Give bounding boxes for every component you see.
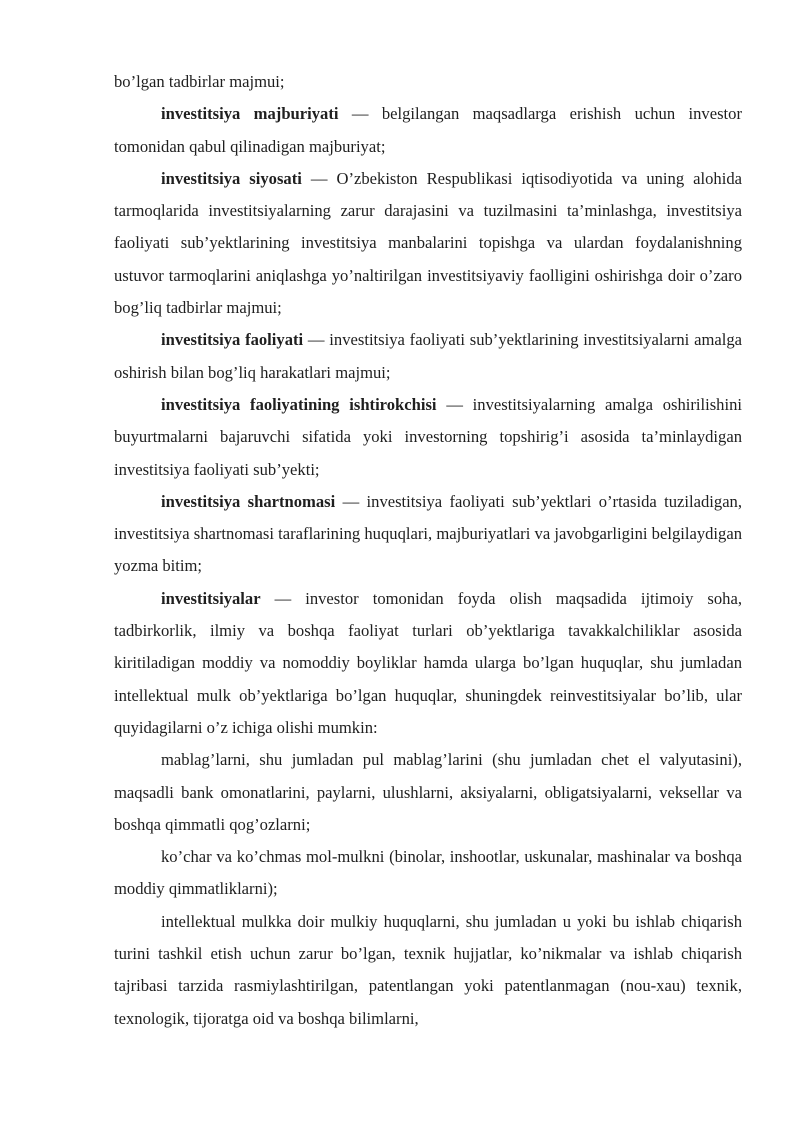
- list-item-mol-mulk: [114, 841, 742, 906]
- definition-investitsiya-siyosati: [114, 163, 742, 324]
- definition-investitsiya-faoliyati: [114, 324, 742, 389]
- definition-term: investitsiya shartnomasi: [161, 491, 336, 511]
- definition-text: — investitsiyalarning amalga oshirilishini buyurtmalarni bajaruvchi sifatida yoki investorning topshirig’i asosida ta’minlaydigan investitsiya faoliyati sub’yekti;: [114, 394, 742, 479]
- definition-investitsiyalar: [114, 583, 742, 744]
- definition-term: investitsiyalar: [161, 588, 261, 608]
- definition-investitsiya-majburiyati: [114, 98, 742, 163]
- document-page: [114, 66, 742, 1035]
- paragraph-text: intellektual mulkka doir mulkiy huquqlarni, shu jumladan u yoki bu ishlab chiqarish turini tashkil etish uchun zarur bo’lgan, texnik hujjatlar, ko’nikmalar va ishlab chiqarish tajribasi tarzida rasmiylashtirilgan, patentlangan yoki patentlanmagan (nou-xau) texnik, texnologik, tijoratga oid va boshqa bilimlarni,: [114, 911, 742, 1028]
- definition-text: — investor tomonidan foyda olish maqsadida ijtimoiy soha, tadbirkorlik, ilmiy va boshqa faoliyat turlari ob’yektlariga tavakkalchiliklar asosida kiritiladigan moddiy va nomoddiy boyliklar hamda ularga bo’lgan huquqlar, shu jumladan intellektual mulk ob’yektlariga bo’lgan huquqlar, shuningdek reinvestitsiyalar bo’lib, ular quyidagilarni o’z ichiga olishi mumkin:: [114, 588, 742, 737]
- definition-investitsiya-shartnomasi: [114, 486, 742, 583]
- paragraph-text: ko’char va ko’chmas mol-mulkni (binolar, inshootlar, uskunalar, mashinalar va boshqa moddiy qimmatliklarni);: [114, 847, 742, 899]
- list-item-intellektual-mulk: [114, 906, 742, 1035]
- definition-text: — O’zbekiston Respublikasi iqtisodiyotida va uning alohida tarmoqlarida investitsiyalarning zarur darajasini va tuzilmasini ta’minlashga, investitsiya faoliyati sub’yektlarining investitsiya manbalarini topishga va ulardan foydalanishning ustuvor tarmoqlarini aniqlashga yo’naltirilgan investitsiyaviy faolligini oshirishga doir o’zaro bog’liq tadbirlar majmui;: [114, 168, 742, 318]
- definition-term: investitsiya faoliyati: [161, 330, 304, 350]
- definition-term: investitsiya siyosati: [161, 168, 302, 188]
- definition-text: — investitsiya faoliyati sub’yektlari o’rtasida tuziladigan, investitsiya shartnomasi taraflarining huquqlari, majburiyatlari va javobgarligini belgilaydigan yozma bitim;: [114, 491, 742, 576]
- definition-term: investitsiya faoliyatining ishtirokchisi: [161, 394, 437, 414]
- definition-text: — investitsiya faoliyati sub’yektlarining investitsiyalarni amalga oshirish bilan bog’liq harakatlari majmui;: [114, 330, 742, 382]
- paragraph-continuation: [114, 66, 742, 98]
- list-item-mablaglar: [114, 744, 742, 841]
- definition-text: — belgilangan maqsadlarga erishish uchun investor tomonidan qabul qilinadigan majburiyat;: [114, 104, 742, 156]
- paragraph-text: mablag’larni, shu jumladan pul mablag’larini (shu jumladan chet el valyutasini), maqsadli bank omonatlarini, paylarni, ulushlarni, aksiyalarni, obligatsiyalarni, veksellar va boshqa qimmatli qog’ozlarni;: [114, 750, 742, 834]
- paragraph-text: bo’lgan tadbirlar majmui;: [114, 72, 285, 91]
- definition-term: investitsiya majburiyati: [161, 104, 339, 124]
- definition-faoliyat-ishtirokchisi: [114, 389, 742, 486]
